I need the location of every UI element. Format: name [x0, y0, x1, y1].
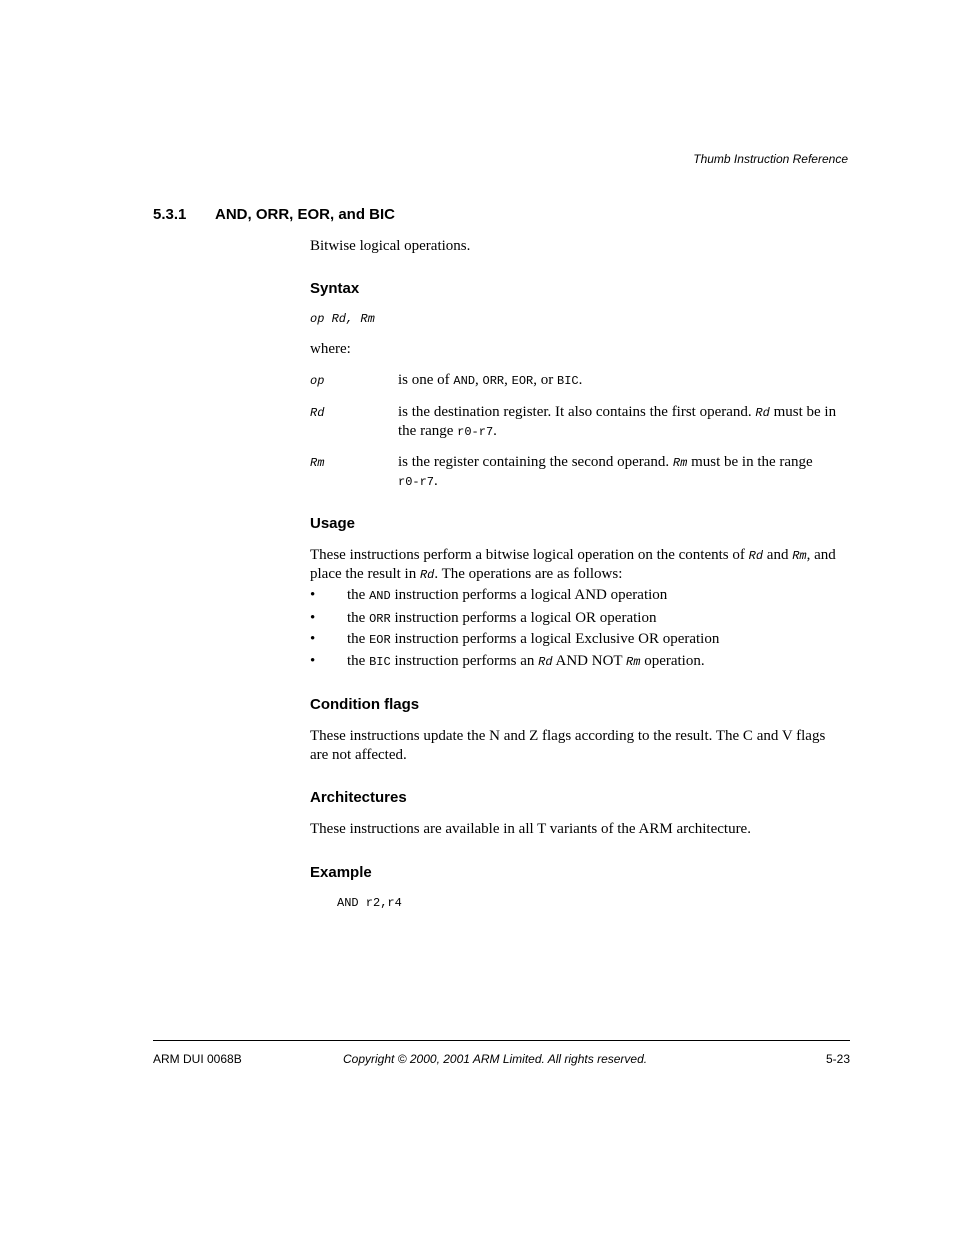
condition-flags-line2: are not affected.	[310, 747, 407, 763]
bullet-item-bic	[347, 652, 850, 672]
text-run: ,	[504, 372, 512, 388]
text-run: instruction performs an	[390, 653, 539, 669]
usage-heading: Usage	[310, 515, 356, 532]
syntax-heading: Syntax	[310, 280, 360, 297]
code-orr: ORR	[482, 374, 505, 388]
code-eor: EOR	[511, 374, 534, 388]
syntax-op: op	[310, 312, 325, 326]
footer-copyright: Copyright © 2000, 2001 ARM Limited. All rights reserved.	[343, 1052, 648, 1066]
bullet-item-eor	[347, 630, 850, 650]
code-rm: Rm	[792, 549, 807, 563]
code-rd: Rd	[538, 655, 553, 669]
param-def-op	[398, 371, 850, 391]
text-run: the	[347, 653, 370, 669]
section-number: 5.3.1	[153, 206, 187, 223]
architectures-text: These instructions are available in all T variants of the ARM architecture.	[310, 821, 751, 837]
param-def-rm-line1	[398, 453, 850, 473]
code-range: r0-r7	[457, 425, 494, 439]
footer-doc-id: ARM DUI 0068B	[153, 1052, 242, 1066]
code-bic: BIC	[369, 655, 391, 669]
param-def-rd-line2	[398, 422, 850, 442]
text-run: must be in	[769, 404, 837, 420]
text-run: the	[347, 587, 370, 603]
footer-page-number: 5-23	[825, 1052, 850, 1066]
text-run: is the register containing the second operand.	[398, 454, 673, 470]
example-heading: Example	[310, 864, 372, 881]
text-run: These instructions perform a bitwise logical operation on the contents of	[310, 547, 749, 563]
bullet-marker: •	[310, 610, 316, 626]
where-label: where:	[310, 341, 351, 357]
syntax-line	[310, 312, 375, 326]
text-run: instruction performs a logical AND operation	[390, 587, 668, 603]
param-term-rd: Rd	[310, 406, 325, 420]
condition-flags-heading: Condition flags	[310, 696, 420, 713]
code-rm: Rm	[672, 456, 688, 470]
syntax-sep: ,	[346, 312, 361, 326]
bullet-item-orr	[347, 609, 850, 629]
text-run: .	[578, 372, 583, 388]
text-run: and	[763, 547, 793, 563]
code-rm: Rm	[626, 655, 641, 669]
bullet-marker: •	[310, 587, 316, 603]
text-run: .	[434, 473, 438, 489]
text-run: the	[347, 610, 370, 626]
condition-flags-line1: These instructions update the N and Z flags according to the result. The C and V flags	[310, 728, 826, 744]
text-run: the range	[398, 423, 458, 439]
text-run: instruction performs a logical Exclusive OR operation	[390, 631, 720, 647]
param-def-rm-line2	[398, 472, 850, 492]
section-title: AND, ORR, EOR, and BIC	[215, 206, 396, 223]
usage-line1	[310, 546, 850, 566]
intro-text: Bitwise logical operations.	[310, 238, 471, 254]
text-run: , and	[806, 547, 836, 563]
code-rd: Rd	[748, 549, 764, 563]
architectures-heading: Architectures	[310, 789, 407, 806]
text-run: ,	[475, 372, 483, 388]
text-run: .	[493, 423, 497, 439]
param-def-rd-line1	[398, 403, 850, 423]
bullet-item-and	[347, 586, 850, 606]
example-code: AND r2,r4	[337, 896, 402, 910]
bullet-marker: •	[310, 631, 316, 647]
syntax-rd: Rd	[331, 312, 347, 326]
code-bic: BIC	[557, 374, 579, 388]
param-term-rm: Rm	[310, 456, 325, 470]
text-run: the	[347, 631, 370, 647]
code-rd: Rd	[755, 406, 770, 420]
code-range: r0-r7	[398, 475, 435, 489]
bullet-marker: •	[310, 653, 316, 669]
text-run: is the destination register. It also contains the first operand.	[398, 404, 756, 420]
text-run: place the result in	[310, 566, 420, 582]
text-run: instruction performs a logical OR operation	[390, 610, 657, 626]
usage-line2	[310, 565, 850, 585]
code-rd: Rd	[419, 568, 435, 582]
text-run: . The operations are as follows:	[434, 566, 623, 582]
text-run: must be in the range	[687, 454, 813, 470]
code-and: AND	[453, 374, 476, 388]
text-run: is one of	[398, 372, 454, 388]
text-run: AND NOT	[552, 653, 627, 669]
text-run: , or	[533, 372, 557, 388]
code-orr: ORR	[369, 612, 391, 626]
syntax-rm: Rm	[360, 312, 375, 326]
footer-rule	[153, 1040, 850, 1041]
code-and: AND	[369, 589, 391, 603]
text-run: operation.	[640, 653, 705, 669]
param-term-op: op	[310, 374, 325, 388]
running-header: Thumb Instruction Reference	[693, 152, 848, 166]
code-eor: EOR	[369, 633, 391, 647]
